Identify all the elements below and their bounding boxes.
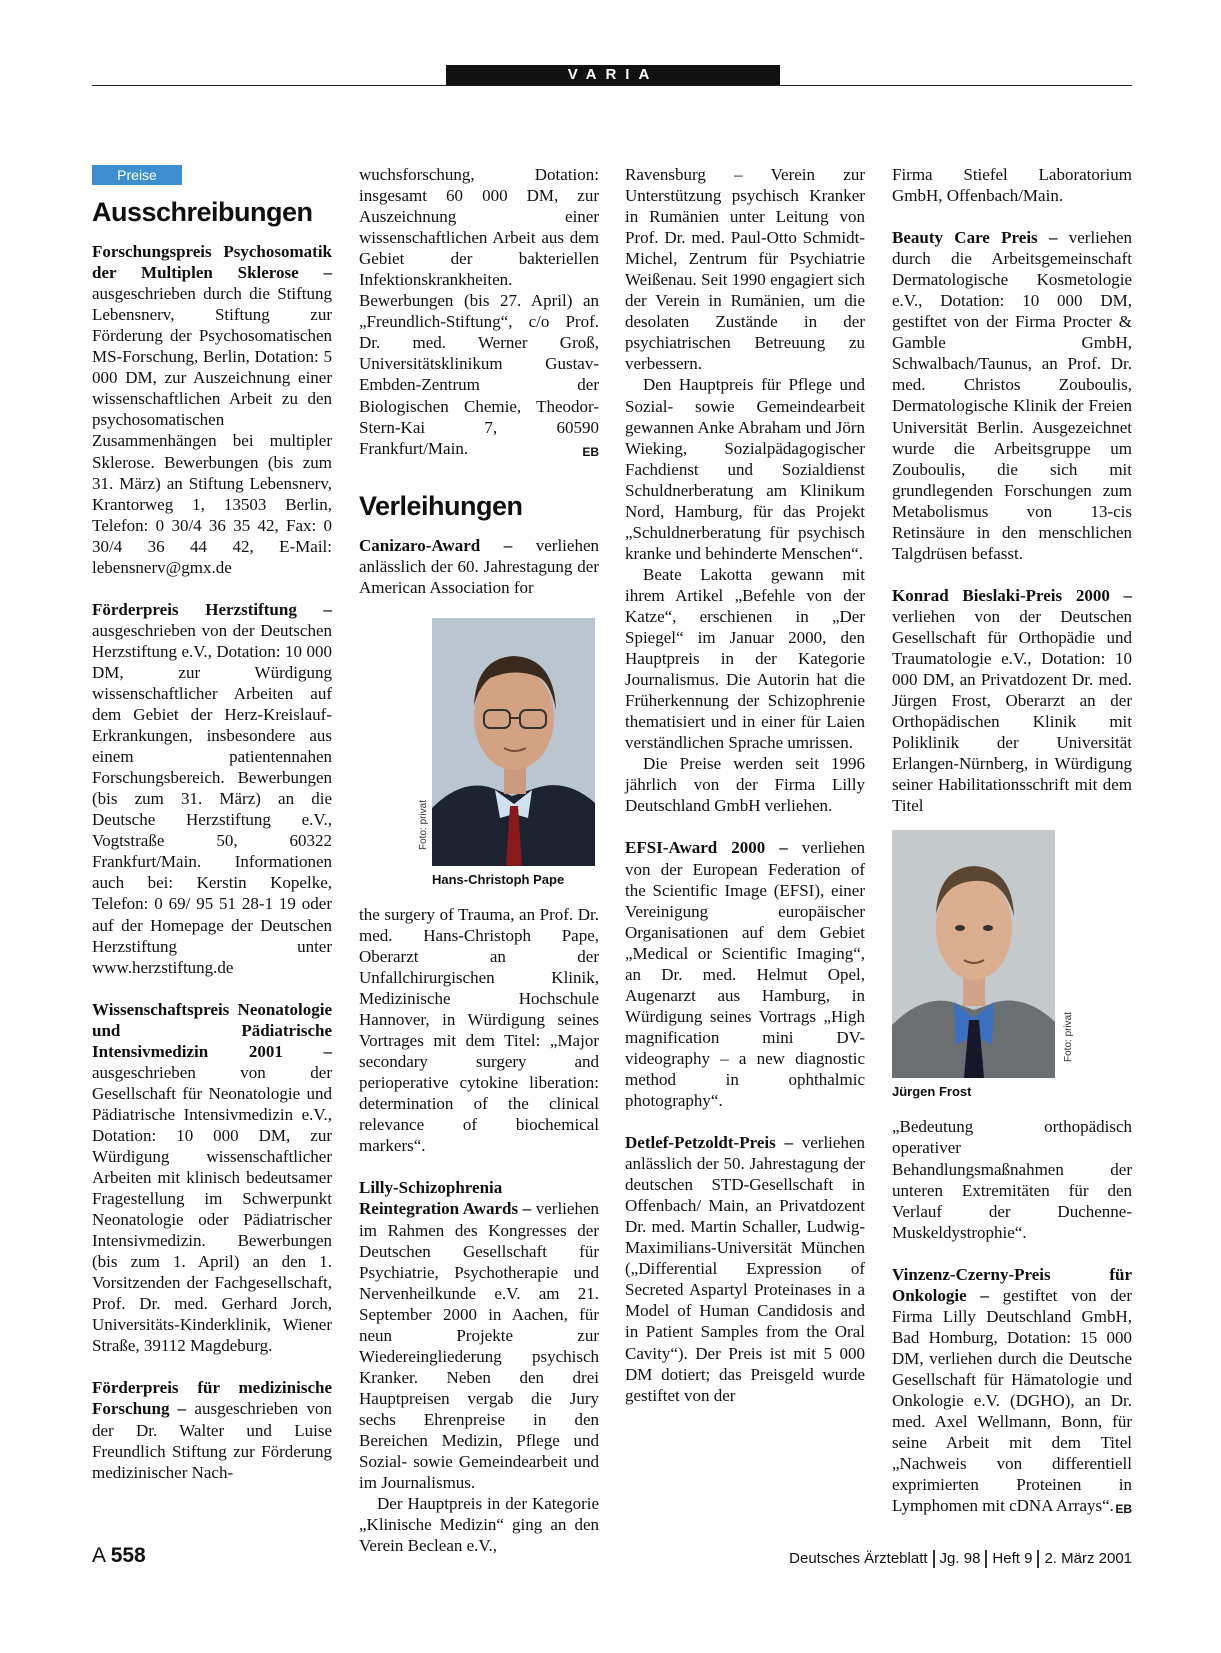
page-prefix: A [92,1544,105,1567]
entry-paragraph [625,564,865,753]
heading-verleihungen: Verleihungen [359,490,523,521]
entry-forschungspreis-ms [92,241,332,578]
entry-beauty-care-preis [892,227,1132,564]
entry-text: „Bedeutung orthopädisch operativer Behandlungsmaßnahmen der unteren Extremitäten für den Verlauf der Duchenne-Muskeldystrophie“. [892,1117,1132,1242]
entry-title: Beauty Care Preis – [892,228,1058,248]
entry-text: ausgeschrieben von der Gesellschaft für Neonatologie und Pädiatrische Intensivmedizin e.V., Dotation: 10 000 DM, zur Würdigung wissenschaftlicher Arbeiten mit klinisch bedeutsamer Fragestellung im Schwerpunkt Neonatologie oder Pädiatrischer Intensivmedizin. Bewerbungen (bis zum 1. April) an den 1. Vorsitzenden der Fachgesellschaft, Prof. Dr. med. Gerhard Jorch, Universitäts-Kinderklinik, Wiener Straße, 39112 Magdeburg. [92,1062,332,1356]
entry-title: EFSI-Award 2000 – [625,838,788,858]
portrait-frost-icon [892,830,1055,1078]
portrait-image [892,830,1055,1078]
entry-wissenschaftspreis-neonatologie [92,999,332,1357]
entry-title: Förderpreis Herzstiftung – [92,599,332,619]
entry-title: Wissenschaftspreis Neonatologie und Pädiatrische Intensivmedizin 2001 – [92,999,332,1061]
entry-text: the surgery of Trauma, an Prof. Dr. med. Hans-Christoph Pape, Oberarzt an der Unfallchirurgischen Klinik, Medizinische Hochschule Hannover, in Würdigung seines Vortrages mit dem Titel: „Major secondary surgery and perioperative cytokine liberation: determination of the clinical relevance of biochemical markers“. [359,904,599,1156]
entry-title: Canizaro-Award – [359,535,513,555]
footer-divider [933,1550,935,1568]
entry-text: Der Hauptpreis in der Kategorie „Klinische Medizin“ ging an den Verein Beclean e.V., [359,1494,599,1556]
page-number [92,1544,146,1568]
journal-issue: Heft 9 [992,1550,1033,1567]
entry-foerderpreis-med-forschung [92,1377,332,1482]
entry-text: verliehen anlässlich der 50. Jahrestagung der deutschen STD-Gesellschaft in Offenbach/ Main, an Privatdozent Dr. med. Martin Schaller, Ludwig-Maximilians-Universität München („Differential Expression of Secreted Aspartyl Proteinases in a Model of Human Candidosis and in Patient Samples from the Oral Cavity“). Der Preis ist mit 5 000 DM dotiert; das Preisgeld wurde gestiftet von der [625,1133,865,1405]
photo-credit: Foto: privat [1063,1012,1074,1063]
entry-title: Lilly-Schizophrenia Reintegration Awards – [359,1178,532,1219]
entry-title: Detlef-Petzoldt-Preis – [625,1133,793,1153]
entry-continuation [892,164,1132,206]
entry-title: Konrad Bieslaki-Preis 2000 – [892,585,1132,605]
entry-title: Vinzenz-Czerny-Preis für Onkologie – [892,1264,1132,1305]
entry-text: Firma Stiefel Laboratorium GmbH, Offenbach/Main. [892,165,1132,206]
photo-caption: Hans-Christoph Pape [432,871,565,887]
footer-divider [985,1550,987,1568]
entry-text: gestiftet von der Firma Lilly Deutschland GmbH, Bad Homburg, Dotation: 15 000 DM, verliehen durch die Deutsche Gesellschaft für Hämatologie und Onkologie e.V. (DGHO), an Dr. med. Axel Wellmann, Bonn, für seine Arbeit mit dem Titel „Nachweis von differentiell exprimierten Proteinen in Lymphomen mit cDNA Arrays“. [892,1285,1133,1516]
entry-canizaro-continuation [359,904,599,1157]
entry-text: Ravensburg – Verein zur Unterstützung psychisch Kranker in Rumänien unter Leitung von Prof. Dr. med. Paul-Otto Schmidt-Michel, Zentrum für Psychiatrie Weißenau. Seit 1990 engagiert sich der Verein in Rumänien, um die desolaten Zustände in der psychiatrischen Betreuung zu verbessern. [625,165,865,374]
entry-canizaro-award [359,535,599,598]
column-1 [92,164,332,1483]
journal-name: Deutsches Ärzteblatt [789,1550,928,1567]
footer-divider [1037,1550,1039,1568]
entry-text: verliehen durch die Arbeitsgemeinschaft Dermatologische Kosmetologie e.V., Dotation: 10 000 DM, gestiftet von der Firma Procter & Gamble GmbH, Schwalbach/Taunus, an Prof. Dr. med. Christos Zouboulis, Dermatologische Klinik der Freien Universität Berlin. Ausgezeichnet wurde die Arbeitsgruppe um Zouboulis, die sich mit grundlegenden Forschungen zum Metabolismus von 13-cis Retinsäure in den menschlichen Talgdrüsen befasst. [892,228,1132,563]
journal-date: 2. März 2001 [1044,1550,1132,1567]
journal-volume: Jg. 98 [939,1550,981,1567]
entry-text: verliehen im Rahmen des Kongresses der Deutschen Gesellschaft für Psychiatrie, Psychotherapie und Nervenheilkunde e.V. am 21. September 2000 in Aachen, für neun Projekte zur Wiedereingliederung psychisch Kranker. Neben den drei Hauptpreisen vergab die Jury sechs Ehrenpreise in den Bereichen Medizin, Pflege und Sozial- sowie Gemeindearbeit und im Journalismus. [359,1199,599,1493]
entry-text: ausgeschrieben von der Deutschen Herzstiftung e.V., Dotation: 10 000 DM, zur Würdigung wissenschaftlicher Arbeiten auf dem Gebiet der Herz-Kreislauf-Erkrankungen, insbesondere aus einem patientennahen Forschungsbereich. Bewerbungen (bis zum 31. März) an die Deutsche Herzstiftung e.V., Vogtstraße 50, 60322 Frankfurt/Main. Informationen auch bei: Kerstin Kopelke, Telefon: 0 69/ 95 51 28-1 19 oder auf der Homepage der Deutschen Herzstiftung unter www.herzstiftung.de [92,620,332,977]
entry-continuation [625,164,865,374]
entry-foerderpreis-herzstiftung [92,599,332,978]
photo-frost [892,830,1132,1102]
entry-vinzenz-czerny-preis [892,1264,1132,1517]
photo-pape [359,618,599,890]
entry-konrad-bieslaki-preis [892,585,1132,817]
entry-text: Den Hauptpreis für Pflege und Sozial- sowie Gemeindearbeit gewannen Anke Abraham und Jörn Wieking, Sozialpädagogischer Fachdienst und Sozialdienst Schuldnerberatung am Klinikum Nord, Hamburg, für das Projekt „Schuldnerberatung für psychisch kranke und behinderte Menschen“. [625,375,865,563]
column-2 [359,164,599,1556]
page-number-value: 558 [110,1544,146,1567]
entry-lilly-schizophrenia [359,1177,599,1493]
photo-caption: Jürgen Frost [892,1084,972,1100]
entry-text: verliehen anlässlich der 60. Jahrestagung der American Association for [359,535,599,597]
entry-text: verliehen von der European Federation of the Scientific Image (EFSI), einer Vereinigung europäischer Organisationen auf dem Gebiet „Medical or Scientific Imaging“, an Dr. med. Helmut Opel, Augenarzt aus Hamburg, in Würdigung seines Vortrags „High magnification mini DV-videography – a new diagnostic method in ophthalmic photography“. [625,838,865,1111]
photo-credit: Foto: privat [418,799,429,850]
entry-paragraph [625,374,865,563]
heading-ausschreibungen: Ausschreibungen [92,197,313,228]
entry-text: ausgeschrieben von der Dr. Walter und Luise Freundlich Stiftung zur Förderung medizinischer Nach- [92,1399,332,1482]
entry-bieslaki-continuation [892,1116,1132,1242]
portrait-image [432,618,595,866]
entry-text: verliehen von der Deutschen Gesellschaft für Orthopädie und Traumatologie e.V., Dotation: 10 000 DM, an Privatdozent Dr. med. Jürgen Frost, Oberarzt an der Orthopädischen Klinik mit Poliklinik der Universität Erlangen-Nürnberg, in Würdigung seiner Habilitationsschrift mit dem Titel [892,606,1132,816]
entry-detlef-petzoldt-preis [625,1132,865,1406]
author-initials: EB [582,444,599,459]
section-tag: VARIA [446,65,780,85]
entry-text: ausgeschrieben durch die Stiftung Lebensnerv, Stiftung zur Förderung der Psychosomatischen MS-Forschung, Berlin, Dotation: 5 000 DM, zur Auszeichnung einer wissenschaftlichen Arbeit zu den psychosomatischen Zusammenhängen bei multipler Sklerose. Bewerbungen (bis zum 31. März) an Stiftung Lebensnerv, Krantorweg 1, 13503 Berlin, Telefon: 0 30/4 36 35 42, Fax: 0 30/4 36 44 42, E-Mail: lebensnerv@gmx.de [92,284,332,577]
journal-footer [789,1550,1132,1568]
entry-text: Beate Lakotta gewann mit ihrem Artikel „Befehle von der Katze“, erschienen in „Der Spiegel“ im Januar 2000, den Hauptpreis in der Kategorie Journalismus. Die Autorin hat die Früherkennung der Schizophrenie thematisiert und in einer für Laien verständlichen Sprache umrissen. [625,564,865,753]
entry-efsi-award [625,837,865,1111]
header-rule [92,85,1132,86]
entry-text: wuchsforschung, Dotation: insgesamt 60 000 DM, zur Auszeichnung einer wissenschaftlichen Arbeit aus dem Gebiet der bakteriellen Infektionskrankheiten. Bewerbungen (bis 27. April) an „Freundlich-Stiftung“, c/o Prof. Dr. med. Werner Groß, Universitätsklinikum Gustav-Embden-Zentrum der Biologischen Chemie, Theodor-Stern-Kai 7, 60590 Frankfurt/Main. [359,165,599,458]
column-3 [625,164,865,1406]
column-4 [892,164,1132,1520]
entry-text: Die Preise werden seit 1996 jährlich von der Firma Lilly Deutschland GmbH verliehen. [625,754,865,816]
entry-continuation [359,164,599,459]
entry-title: Förderpreis für medizinische Forschung – [92,1378,332,1419]
entry-title: Forschungspreis Psychosomatik der Multiplen Sklerose – [92,242,332,283]
author-initials: EB [1115,1502,1132,1517]
entry-paragraph [359,1493,599,1556]
category-badge: Preise [92,165,182,185]
portrait-pape-icon [432,618,595,866]
entry-paragraph [625,753,865,816]
